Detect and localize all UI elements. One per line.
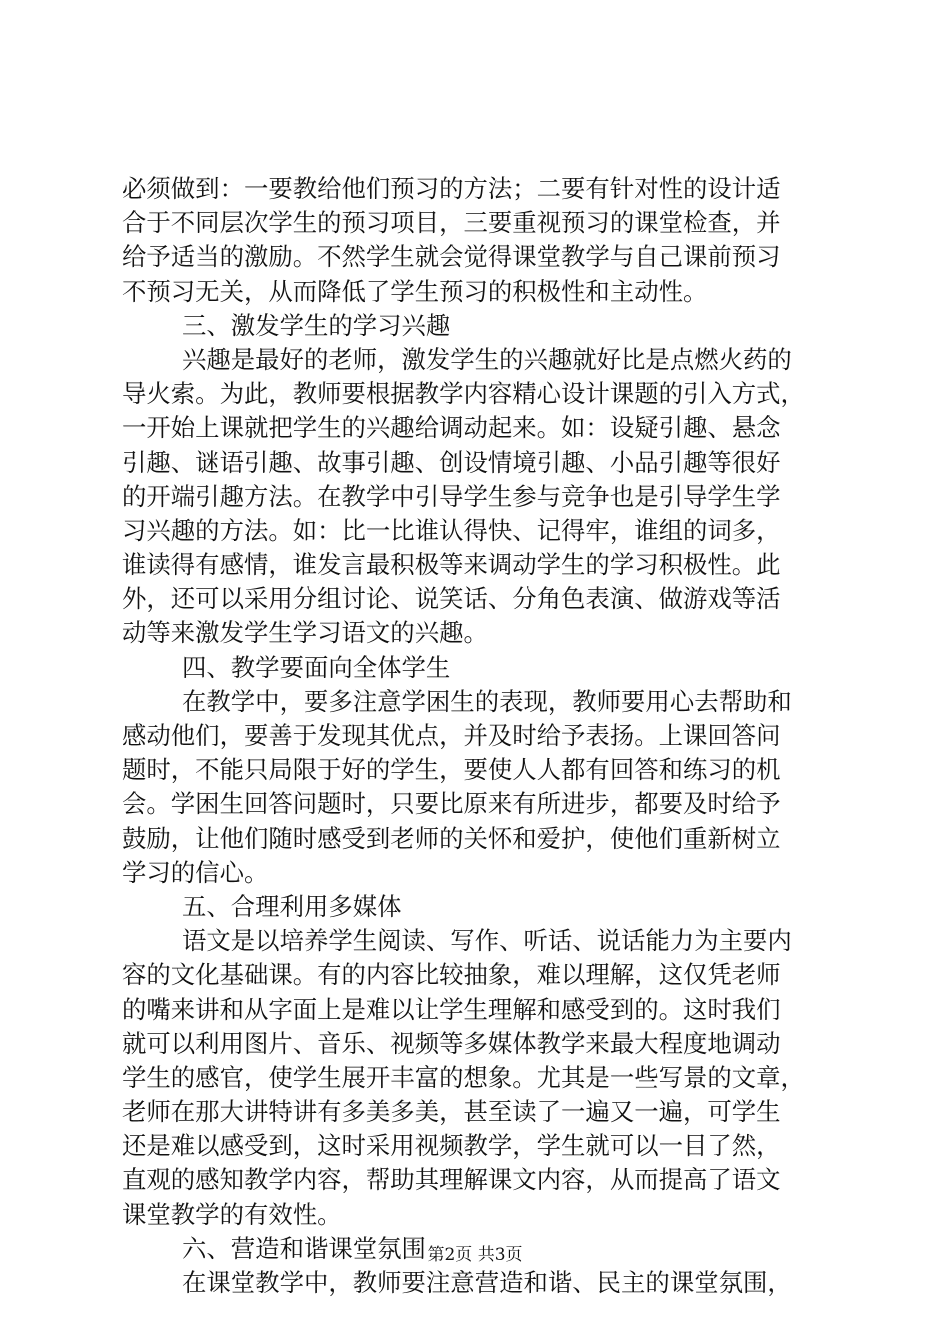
text-line: 容的文化基础课。有的内容比较抽象，难以理解，这仅凭老师	[122, 960, 781, 990]
text-line: 习兴趣的方法。如：比一比谁认得快、记得牢，谁组的词多，	[122, 515, 781, 545]
text-line: 的嘴来讲和从字面上是难以让学生理解和感受到的。这时我们	[122, 994, 781, 1024]
document-body	[122, 172, 830, 1300]
text-line: 的开端引趣方法。在教学中引导学生参与竞争也是引导学生学	[122, 481, 781, 511]
text-line: 一开始上课就把学生的兴趣给调动起来。如：设疑引趣、悬念	[122, 413, 781, 443]
text-line: 在教学中，要多注意学困生的表现，教师要用心去帮助和	[182, 686, 792, 716]
text-line: 还是难以感受到，这时采用视频教学，学生就可以一目了然，	[122, 1131, 781, 1161]
text-line: 学习的信心。	[122, 857, 269, 887]
text-line: 直观的感知教学内容，帮助其理解课文内容，从而提高了语文	[122, 1165, 781, 1195]
text-line: 课堂教学的有效性。	[122, 1199, 342, 1229]
text-line: 会。学困生回答问题时，只要比原来有所进步，都要及时给予	[122, 789, 781, 819]
text-line: 动等来激发学生学习语文的兴趣。	[122, 618, 488, 648]
text-line: 题时，不能只局限于好的学生，要使人人都有回答和练习的机	[122, 755, 781, 785]
text-line: 感动他们，要善于发现其优点，并及时给予表扬。上课回答问	[122, 721, 781, 750]
text-line: 五、合理利用多媒体	[182, 891, 402, 921]
text-line: 谁读得有感情，谁发言最积极等来调动学生的学习积极性。此	[122, 550, 781, 580]
text-line: 导火索。为此，教师要根据教学内容精心设计课题的引入方式，	[122, 379, 805, 409]
page-footer: 第2页 共3页	[427, 1245, 523, 1265]
text-line: 引趣、谜语引趣、故事引趣、创设情境引趣、小品引趣等很好	[122, 447, 781, 477]
text-line: 学生的感官，使学生展开丰富的想象。尤其是一些写景的文章，	[122, 1062, 805, 1092]
text-line: 鼓励，让他们随时感受到老师的关怀和爱护，使他们重新树立	[122, 823, 781, 853]
text-line: 必须做到：一要教给他们预习的方法；二要有针对性的设计适	[122, 174, 781, 203]
text-line: 不预习无关，从而降低了学生预习的积极性和主动性。	[122, 276, 708, 306]
text-line: 在课堂教学中，教师要注意营造和谐、民主的课堂氛围，	[182, 1268, 792, 1297]
text-line: 兴趣是最好的老师，激发学生的兴趣就好比是点燃火药的	[182, 344, 792, 374]
text-line: 合于不同层次学生的预习项目，三要重视预习的课堂检查，并	[122, 208, 781, 238]
text-line: 四、教学要面向全体学生	[182, 652, 451, 682]
text-line: 三、激发学生的学习兴趣	[182, 310, 451, 340]
text-line: 六、营造和谐课堂氛围	[182, 1233, 426, 1263]
text-line: 就可以利用图片、音乐、视频等多媒体教学来最大程度地调动	[122, 1028, 781, 1058]
text-line: 给予适当的激励。不然学生就会觉得课堂教学与自己课前预习	[122, 242, 781, 272]
text-line: 外，还可以采用分组讨论、说笑话、分角色表演、做游戏等活	[122, 584, 781, 614]
text-line: 语文是以培养学生阅读、写作、听话、说话能力为主要内	[182, 926, 792, 956]
text-line: 老师在那大讲特讲有多美多美，甚至读了一遍又一遍，可学生	[122, 1097, 781, 1127]
